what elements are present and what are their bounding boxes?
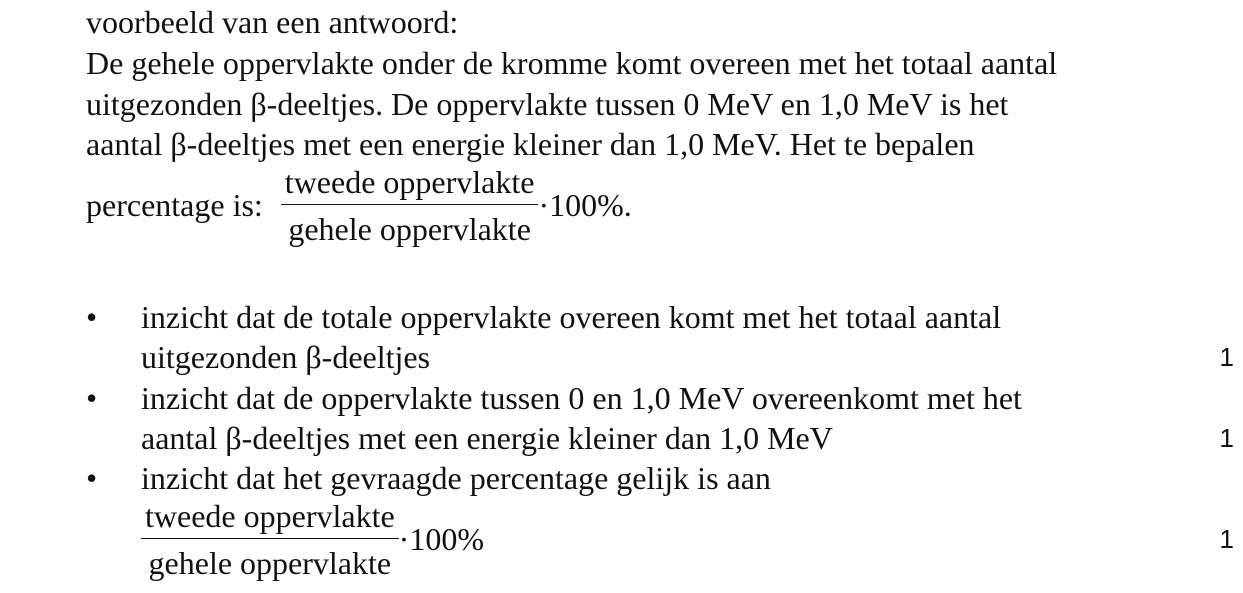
scoring-item-1-line-1: inzicht dat de totale oppervlakte overeen komt met het totaal aantal [141,299,1002,335]
answer-line-2: uitgezonden β-deeltjes. De oppervlakte tussen 0 MeV en 1,0 MeV is het [86,86,1009,122]
formula-prefix: percentage is: [86,187,263,223]
answer-line-1: De gehele oppervlakte onder de kromme komt overeen met het totaal aantal [86,45,1058,81]
scoring-item-2-line-1: inzicht dat de oppervlakte tussen 0 en 1,0 MeV overeenkomt met het [141,380,1022,416]
scoring-item-2-points: 1 [1219,423,1234,453]
formula-suffix: ·100%. [538,187,632,223]
bullet-icon: • [86,460,98,496]
fraction-numerator: tweede oppervlakte [141,500,399,539]
scoring-item-1-points: 1 [1219,342,1234,372]
answer-formula [86,166,632,245]
answer-heading: voorbeeld van een antwoord: [86,4,459,40]
scoring-fraction [141,500,399,579]
scoring-item-3-formula [141,500,484,579]
scoring-item-3-line-1: inzicht dat het gevraagde percentage gelijk is aan [141,460,771,496]
fraction-denominator: gehele oppervlakte [288,211,531,247]
scoring-item-2-line-2: aantal β-deeltjes met een energie kleiner dan 1,0 MeV [141,420,833,456]
formula-suffix: ·100% [398,521,484,557]
scoring-item-1-line-2: uitgezonden β-deeltjes [141,339,431,375]
fraction-numerator: tweede oppervlakte [281,166,539,205]
answer-line-3: aantal β-deeltjes met een energie kleiner dan 1,0 MeV. Het te bepalen [86,126,975,162]
bullet-icon: • [86,299,98,335]
scoring-item-3-points: 1 [1219,524,1234,554]
fraction-denominator: gehele oppervlakte [148,545,392,581]
bullet-icon: • [86,380,98,416]
answer-fraction [281,166,539,245]
